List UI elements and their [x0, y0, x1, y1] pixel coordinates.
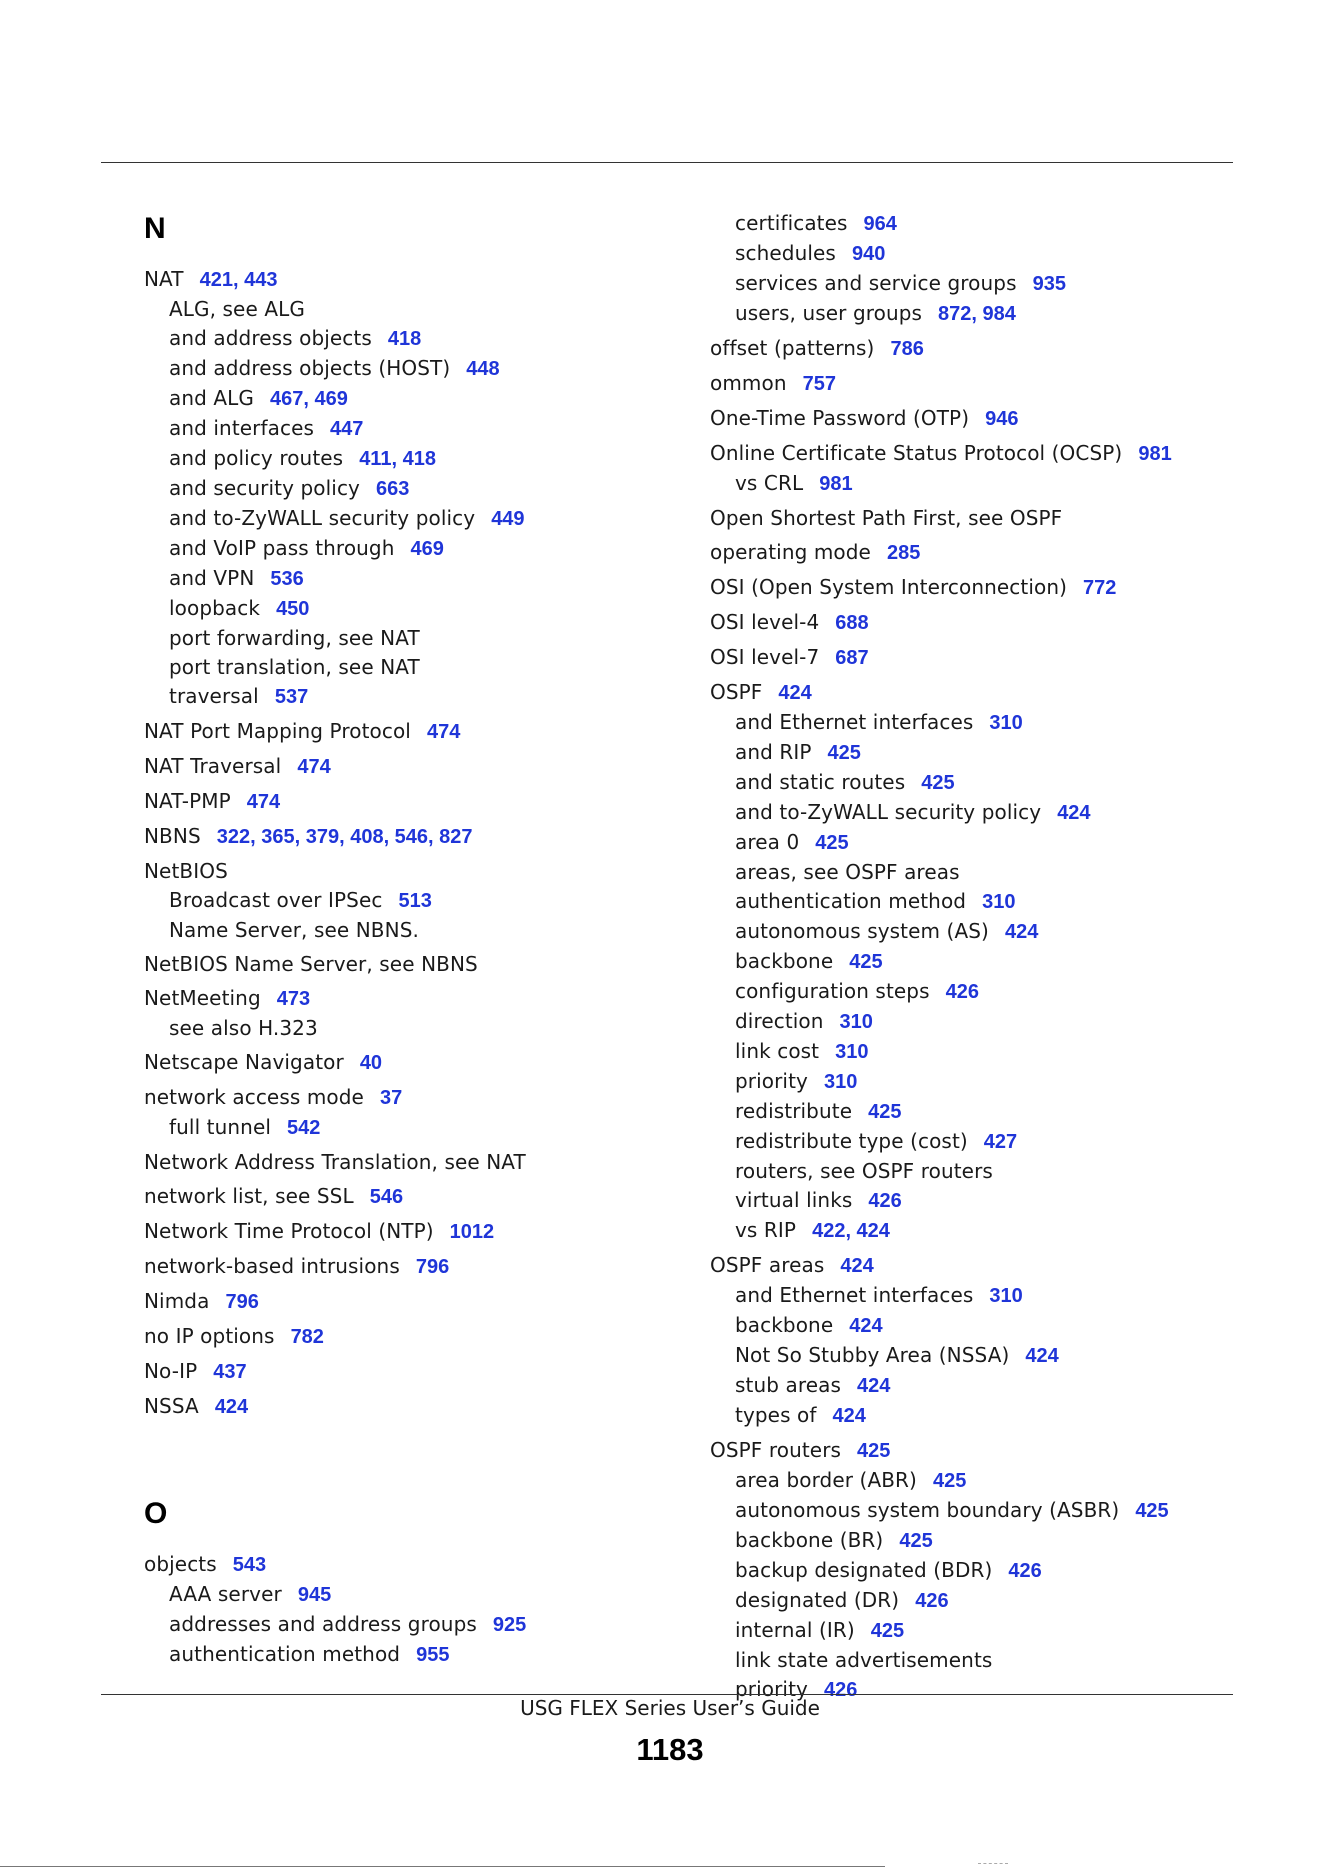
index-subentry [144, 886, 644, 916]
index-term: backup designated (BDR) [735, 1558, 993, 1582]
index-term: and static routes [735, 770, 906, 794]
index-subentry [710, 887, 1250, 917]
index-term: routers, see OSPF routers [735, 1159, 993, 1183]
page-reference-link[interactable]: 946 [985, 408, 1019, 430]
page-reference-link[interactable]: 425 [868, 1101, 902, 1123]
index-term: OSI (Open System Interconnection) [710, 575, 1068, 599]
index-subentry [710, 1466, 1250, 1496]
index-term: services and service groups [735, 271, 1017, 295]
index-term: and VPN [169, 566, 255, 590]
page-reference-link[interactable]: 945 [297, 1584, 332, 1606]
index-term: NBNS [144, 824, 201, 848]
page-reference-link[interactable]: 537 [274, 686, 309, 708]
index-subentry [144, 354, 644, 384]
index-entry [710, 538, 1250, 568]
index-term: and Ethernet interfaces [735, 1283, 974, 1307]
page-reference-link[interactable]: 935 [1032, 273, 1066, 295]
index-term: Network Time Protocol (NTP) [144, 1219, 434, 1243]
index-term: NSSA [144, 1394, 199, 1418]
index-entry [144, 717, 644, 747]
index-entry [710, 608, 1250, 638]
index-term: backbone [735, 949, 834, 973]
index-term: Broadcast over IPSec [169, 888, 383, 912]
page-reference-link[interactable]: 310 [839, 1011, 873, 1033]
page-reference-link[interactable]: 925 [492, 1614, 527, 1636]
index-term: configuration steps [735, 979, 930, 1003]
index-term: backbone [735, 1313, 834, 1337]
index-subentry [144, 384, 644, 414]
index-subentry [710, 708, 1250, 738]
index-subentry [710, 1037, 1250, 1067]
page-reference-link[interactable]: 546 [369, 1186, 404, 1208]
index-subentry [710, 1341, 1250, 1371]
page-reference-link[interactable]: 663 [375, 478, 410, 500]
index-term: objects [144, 1552, 217, 1576]
page-reference-link[interactable]: 542 [287, 1117, 321, 1139]
page-reference-link[interactable]: 37 [379, 1087, 403, 1109]
index-term: Not So Stubby Area (NSSA) [735, 1343, 1010, 1367]
index-term: Name Server, see NBNS. [169, 918, 419, 942]
index-subentry [710, 1401, 1250, 1431]
page-reference-link[interactable]: 872, 984 [938, 303, 1016, 325]
index-column-left [144, 198, 644, 1670]
index-term: Netscape Navigator [144, 1050, 344, 1074]
page-reference-link[interactable]: 424 [1025, 1345, 1059, 1367]
index-subentry [710, 1157, 1250, 1186]
index-entry [144, 1252, 644, 1282]
index-term: see also H.323 [169, 1016, 318, 1040]
index-subentry [710, 917, 1250, 947]
index-subentry [144, 534, 644, 564]
index-subentry [710, 858, 1250, 887]
index-entry [710, 1436, 1250, 1466]
index-subentry [144, 564, 644, 594]
page-reference-link[interactable]: 473 [276, 988, 311, 1010]
index-term: virtual links [735, 1188, 853, 1212]
index-subentry [710, 1216, 1250, 1246]
index-subentry [710, 798, 1250, 828]
index-entry [144, 857, 644, 886]
index-subentry [710, 469, 1250, 499]
index-term: and ALG [169, 386, 255, 410]
index-term: NAT Port Mapping Protocol [144, 719, 411, 743]
index-subentry [144, 1610, 644, 1640]
index-term: areas, see OSPF areas [735, 860, 960, 884]
index-entry [710, 369, 1250, 399]
index-term: direction [735, 1009, 824, 1033]
page-reference-link[interactable]: 448 [466, 358, 500, 380]
index-term: stub areas [735, 1373, 842, 1397]
index-entry [710, 1251, 1250, 1281]
index-subentry [144, 624, 644, 653]
index-term: vs CRL [735, 471, 804, 495]
index-term: Nimda [144, 1289, 210, 1313]
page-reference-link[interactable]: 40 [359, 1052, 383, 1074]
index-term: network list, see SSL [144, 1184, 354, 1208]
page-reference-link[interactable]: 426 [945, 981, 979, 1003]
index-term: link state advertisements [735, 1648, 993, 1672]
index-entry [144, 265, 644, 295]
index-term: autonomous system boundary (ASBR) [735, 1498, 1120, 1522]
page-reference-link[interactable]: 310 [823, 1071, 858, 1093]
page-reference-link[interactable]: 425 [921, 772, 955, 794]
index-term: addresses and address groups [169, 1612, 477, 1636]
page-reference-link[interactable]: 425 [827, 742, 861, 764]
footer-rule [101, 1694, 1233, 1695]
page-reference-link[interactable]: 421, 443 [199, 269, 278, 291]
index-term: and VoIP pass through [169, 536, 395, 560]
index-term: traversal [169, 684, 259, 708]
page-reference-link[interactable]: 1012 [449, 1221, 495, 1243]
page-reference-link[interactable]: 425 [870, 1620, 905, 1642]
index-entry [144, 950, 644, 979]
page-reference-link[interactable]: 426 [823, 1679, 858, 1701]
index-term: area 0 [735, 830, 800, 854]
page-reference-link[interactable]: 424 [214, 1396, 249, 1418]
index-subentry [710, 1097, 1250, 1127]
index-term: autonomous system (AS) [735, 919, 989, 943]
index-entry [144, 787, 644, 817]
index-entry [144, 1182, 644, 1212]
index-term: and to-ZyWALL security policy [735, 800, 1042, 824]
page-reference-link[interactable]: 447 [330, 418, 364, 440]
index-term: and address objects [169, 326, 372, 350]
index-entry [710, 439, 1250, 469]
index-term: and to-ZyWALL security policy [169, 506, 476, 530]
page-reference-link[interactable]: 425 [857, 1440, 891, 1462]
page-reference-link[interactable]: 424 [832, 1405, 866, 1427]
index-subentry [144, 324, 644, 354]
index-subentry [710, 1496, 1250, 1526]
page-reference-link[interactable]: 981 [1138, 443, 1172, 465]
index-term: and security policy [169, 476, 360, 500]
index-term: authentication method [735, 889, 967, 913]
index-subentry [144, 1580, 644, 1610]
index-column-right [710, 209, 1250, 1705]
page-reference-link[interactable]: 687 [835, 647, 869, 669]
header-rule [101, 162, 1233, 163]
page-reference-link[interactable]: 425 [932, 1470, 967, 1492]
page-reference-link[interactable]: 757 [802, 373, 836, 395]
page-reference-link[interactable]: 411, 418 [359, 448, 436, 470]
page-reference-link[interactable]: 424 [840, 1255, 874, 1277]
page-reference-link[interactable]: 424 [857, 1375, 891, 1397]
page-reference-link[interactable]: 424 [1057, 802, 1091, 824]
index-entry [144, 752, 644, 782]
index-subentry [710, 239, 1250, 269]
index-term: redistribute type (cost) [735, 1129, 968, 1153]
index-term: OSI level-7 [710, 645, 820, 669]
page-reference-link[interactable]: 310 [989, 1285, 1023, 1307]
index-entry [144, 1357, 644, 1387]
index-subentry [710, 947, 1250, 977]
index-subentry [710, 1526, 1250, 1556]
page-reference-link[interactable]: 955 [416, 1644, 450, 1666]
index-subentry [710, 1556, 1250, 1586]
index-term: OSPF areas [710, 1253, 825, 1277]
index-subentry [710, 269, 1250, 299]
index-subentry [144, 1640, 644, 1670]
index-subentry [710, 1007, 1250, 1037]
index-term: vs RIP [735, 1218, 797, 1242]
index-entry [144, 1287, 644, 1317]
section-letter-heading: O [144, 1497, 168, 1530]
index-entry [710, 404, 1250, 434]
page-reference-link[interactable]: 425 [1135, 1500, 1169, 1522]
page-reference-link[interactable]: 940 [851, 243, 886, 265]
index-entry [144, 984, 644, 1014]
index-entry [144, 1392, 644, 1422]
index-entry [710, 643, 1250, 673]
index-term: internal (IR) [735, 1618, 855, 1642]
index-term: and Ethernet interfaces [735, 710, 974, 734]
index-term: One-Time Password (OTP) [710, 406, 970, 430]
index-entry [144, 1217, 644, 1247]
index-term: Online Certificate Status Protocol (OCSP) [710, 441, 1123, 465]
index-subentry [144, 295, 644, 324]
index-subentry [710, 1311, 1250, 1341]
index-subentry [710, 1616, 1250, 1646]
index-subentry [710, 299, 1250, 329]
index-term: port translation, see NAT [169, 655, 420, 679]
index-term: NAT-PMP [144, 789, 231, 813]
page-reference-link[interactable]: 285 [886, 542, 921, 564]
index-term: users, user groups [735, 301, 923, 325]
page-reference-link[interactable]: 310 [989, 712, 1023, 734]
page-reference-link[interactable]: 772 [1083, 577, 1117, 599]
index-term: No-IP [144, 1359, 198, 1383]
page-reference-link[interactable]: 981 [819, 473, 853, 495]
page-reference-link[interactable]: 310 [982, 891, 1016, 913]
index-term: and address objects (HOST) [169, 356, 451, 380]
index-term: AAA server [169, 1582, 282, 1606]
index-subentry [710, 977, 1250, 1007]
page-reference-link[interactable]: 796 [415, 1256, 450, 1278]
index-term: ALG, see ALG [169, 297, 305, 321]
index-subentry [144, 474, 644, 504]
index-subentry [710, 1586, 1250, 1616]
index-subentry [710, 1281, 1250, 1311]
page-reference-link[interactable]: 964 [863, 213, 897, 235]
index-term: Network Address Translation, see NAT [144, 1150, 526, 1174]
index-term: port forwarding, see NAT [169, 626, 420, 650]
index-subentry [144, 1014, 644, 1043]
index-subentry [710, 1067, 1250, 1097]
index-term: OSPF routers [710, 1438, 842, 1462]
page-reference-link[interactable]: 467, 469 [270, 388, 348, 410]
page-reference-link[interactable]: 688 [835, 612, 869, 634]
index-term: area border (ABR) [735, 1468, 917, 1492]
index-term: OSPF [710, 680, 763, 704]
page-reference-link[interactable]: 425 [849, 951, 883, 973]
scan-edge-line [0, 1866, 885, 1867]
index-term: priority [735, 1677, 808, 1701]
index-term: network-based intrusions [144, 1254, 400, 1278]
index-term: NetMeeting [144, 986, 261, 1010]
page-reference-link[interactable]: 426 [868, 1190, 902, 1212]
page-reference-link[interactable]: 425 [899, 1530, 933, 1552]
index-term: no IP options [144, 1324, 275, 1348]
index-term: priority [735, 1069, 808, 1093]
index-term: and interfaces [169, 416, 315, 440]
index-term: and RIP [735, 740, 812, 764]
index-term: NAT Traversal [144, 754, 282, 778]
index-entry [144, 1148, 644, 1177]
page-reference-link[interactable]: 786 [890, 338, 924, 360]
index-term: NetBIOS Name Server, see NBNS [144, 952, 478, 976]
page-reference-link[interactable]: 782 [290, 1326, 324, 1348]
index-term: offset (patterns) [710, 336, 875, 360]
index-entry [710, 678, 1250, 708]
index-subentry [144, 594, 644, 624]
page-reference-link[interactable]: 543 [232, 1554, 267, 1576]
index-term: OSI level-4 [710, 610, 820, 634]
index-subentry [144, 504, 644, 534]
page-reference-link[interactable]: 310 [835, 1041, 869, 1063]
page-reference-link[interactable]: 469 [410, 538, 444, 560]
index-subentry [710, 1646, 1250, 1675]
page-reference-link[interactable]: 474 [426, 721, 461, 743]
index-term: certificates [735, 211, 848, 235]
index-entry [144, 1322, 644, 1352]
index-entry [710, 334, 1250, 364]
page-reference-link[interactable]: 426 [915, 1590, 949, 1612]
page-reference-link[interactable]: 427 [983, 1131, 1018, 1153]
index-term: backbone (BR) [735, 1528, 884, 1552]
index-term: types of [735, 1403, 817, 1427]
index-term: redistribute [735, 1099, 853, 1123]
index-entry [144, 822, 644, 852]
footer-guide-title: USG FLEX Series User’s Guide [520, 1696, 820, 1720]
index-subentry [710, 828, 1250, 858]
index-entry [710, 504, 1250, 533]
section-letter-heading: N [144, 212, 166, 245]
index-term: NAT [144, 267, 184, 291]
page-reference-link[interactable]: 536 [270, 568, 304, 590]
index-term: loopback [169, 596, 261, 620]
page-reference-link[interactable]: 418 [387, 328, 422, 350]
index-term: designated (DR) [735, 1588, 900, 1612]
index-subentry [710, 738, 1250, 768]
index-term: network access mode [144, 1085, 364, 1109]
index-term: link cost [735, 1039, 820, 1063]
page-reference-link[interactable]: 796 [225, 1291, 259, 1313]
index-subentry [144, 414, 644, 444]
index-term: schedules [735, 241, 836, 265]
index-entry [144, 1048, 644, 1078]
page-reference-link[interactable]: 426 [1008, 1560, 1042, 1582]
index-term: full tunnel [169, 1115, 272, 1139]
index-subentry [144, 653, 644, 682]
index-entry [144, 1550, 644, 1580]
index-entry [144, 1083, 644, 1113]
index-term: and policy routes [169, 446, 344, 470]
index-term: Open Shortest Path First, see OSPF [710, 506, 1063, 530]
index-subentry [710, 209, 1250, 239]
page-reference-link[interactable]: 513 [398, 890, 432, 912]
page-reference-link[interactable]: 322, 365, 379, 408, 546, 827 [216, 826, 473, 848]
index-term: ommon [710, 371, 787, 395]
page-reference-link[interactable]: 425 [815, 832, 849, 854]
index-subentry [144, 682, 644, 712]
index-subentry [710, 1186, 1250, 1216]
index-subentry [144, 1113, 644, 1143]
index-entry [710, 573, 1250, 603]
scan-edge-mark [978, 1863, 1008, 1864]
section-spacer [144, 1422, 644, 1483]
index-term: operating mode [710, 540, 871, 564]
index-subentry [144, 444, 644, 474]
index-subentry [710, 1127, 1250, 1157]
page-reference-link[interactable]: 450 [276, 598, 310, 620]
index-subentry [710, 1371, 1250, 1401]
index-subentry [710, 768, 1250, 798]
page-reference-link[interactable]: 449 [491, 508, 525, 530]
page-reference-link[interactable]: 422, 424 [812, 1220, 890, 1242]
index-subentry [144, 916, 644, 945]
page-reference-link[interactable]: 424 [849, 1315, 883, 1337]
page-reference-link[interactable]: 474 [297, 756, 331, 778]
index-term: authentication method [169, 1642, 401, 1666]
page-reference-link[interactable]: 424 [1004, 921, 1039, 943]
footer-page-number: 1183 [636, 1732, 704, 1767]
page-reference-link[interactable]: 424 [778, 682, 812, 704]
index-term: NetBIOS [144, 859, 228, 883]
page-reference-link[interactable]: 437 [213, 1361, 247, 1383]
page-reference-link[interactable]: 474 [246, 791, 281, 813]
